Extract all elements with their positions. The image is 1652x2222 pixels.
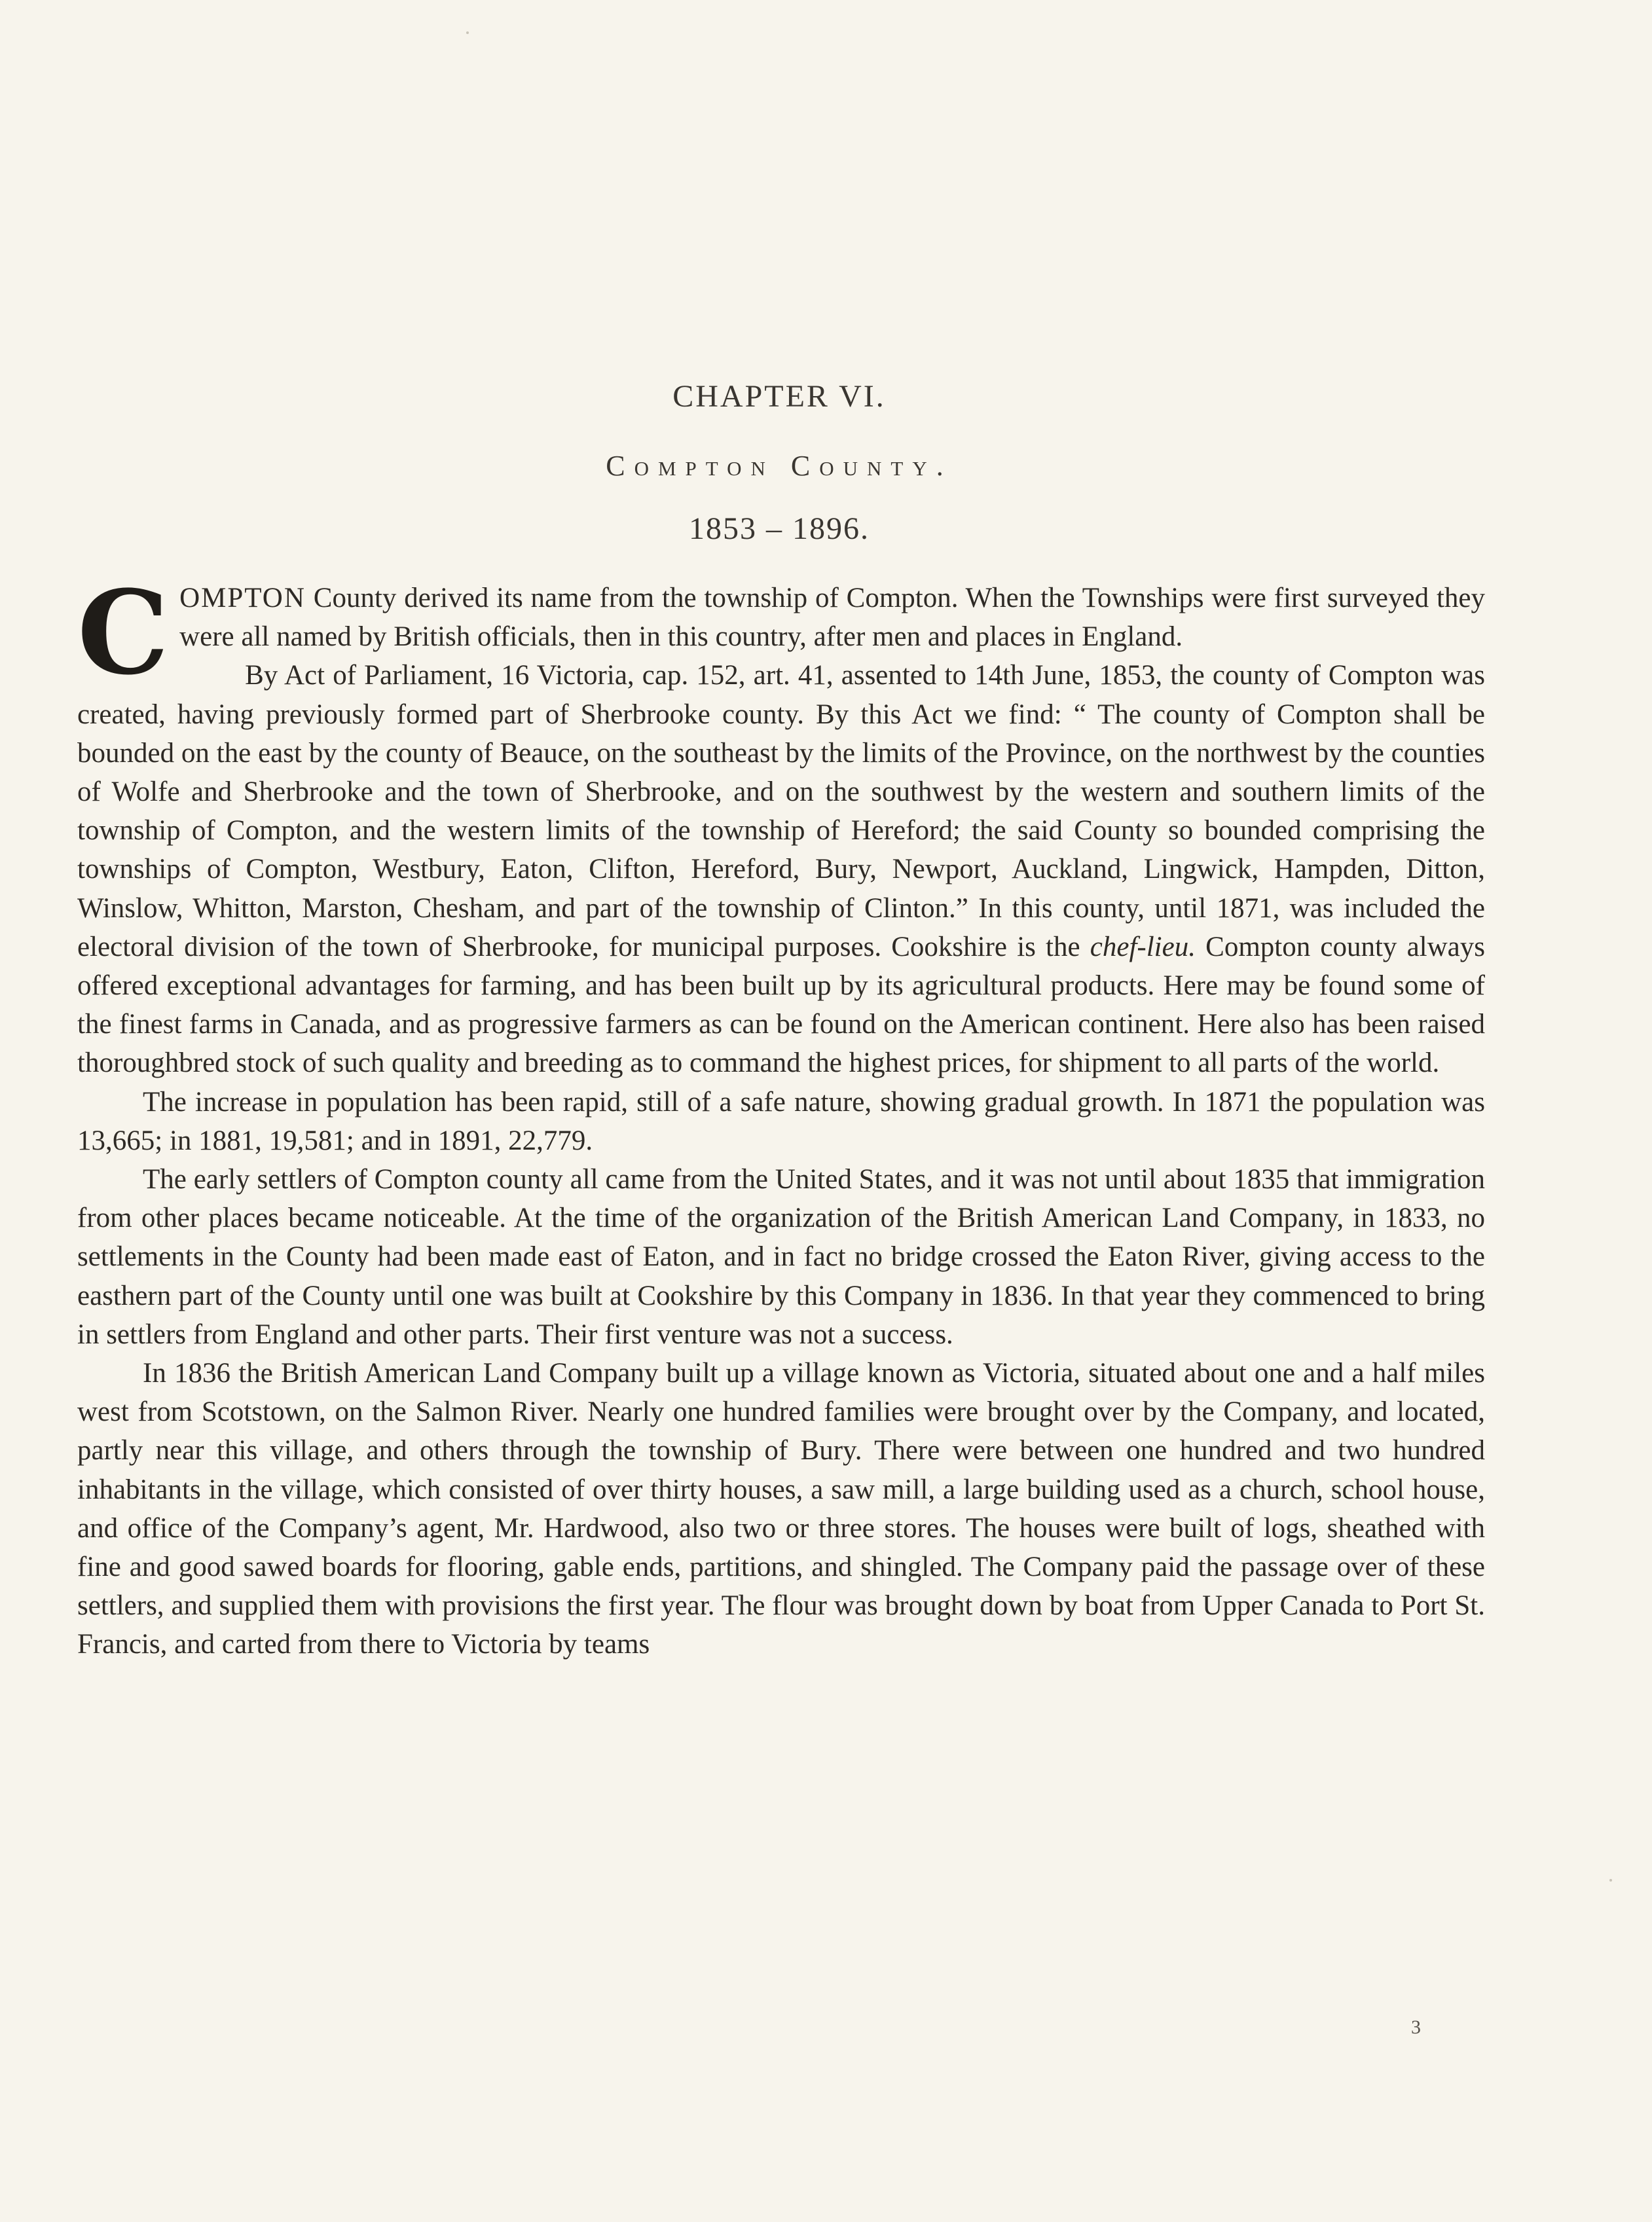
- paragraph-2: [77, 656, 1485, 1082]
- paragraph-1: [77, 565, 1485, 701]
- county-title: Compton County.: [606, 450, 953, 482]
- date-range: 1853 – 1896.: [689, 511, 870, 546]
- paragraph-4: The early settlers of Compton county all came from the United States, and it was not until about 1835 that immigration from other places became noticeable. At the time of the organization of the British American Land Company, in 1833, no settlements in the County had been made east of Eaton, and in fact no bridge crossed the Eaton River, giving access to the easthern part of the County until one was built at Cookshire by this Company in 1836. In that year they commenced to bring in settlers from England and other parts. Their first venture was not a success.: [77, 1164, 1485, 1350]
- opening-word: OMPTON: [179, 583, 306, 613]
- drop-cap: C: [77, 565, 170, 701]
- paragraph-3: The increase in population has been rapid, still of a safe nature, showing gradual growth. In 1871 the population was 13,665; in 1881, 19,581; and in 1891, 22,779.: [77, 1086, 1485, 1156]
- paragraph-1-text: County derived its name from the township of Compton. When the Townships were first surveyed they were all named by British officials, then in this country, after men and places in England.: [179, 583, 1485, 653]
- chef-lieu-term: chef-lieu.: [1090, 931, 1196, 962]
- chapter-body: [77, 565, 1486, 1664]
- page-speck: [466, 31, 469, 34]
- page-number: 3: [1411, 2016, 1421, 2038]
- paragraph-2-text: By Act of Parliament, 16 Victoria, cap. 152, art. 41, assented to 14th June, 1853, the county of Compton was created, having previously formed part of Sherbrooke county. By this Act we find: “ The county of Compton shall be bounded on the east by the county of Beauce, on the southeast by the limits of the Province, on the northwest by the counties of Wolfe and Sherbrooke and the town of Sherbrooke, and on the southwest by the western and southern limits of the township of Compton, and the western limits of the township of Hereford; the said County so bounded comprising the townships of Compton, Westbury, Eaton, Clifton, Hereford, Bury, Newport, Auckland, Lingwick, Hampden, Ditton, Winslow, Whitton, Marston, Chesham, and part of the township of Clinton.” In this county, until 1871, was included the electoral division of the town of Sherbrooke, for municipal purposes. Cookshire is the: [77, 660, 1485, 962]
- paragraph-2-text-continued: Compton county always offered exceptional advantages for farming, and has been built up by its agricultural products. Here may be found some of the finest farms in Canada, and as progressive farmers as can be found on the American continent. Here also has been raised thoroughbred stock of such quality and breeding as to command the highest prices, for shipment to all parts of the world.: [77, 931, 1486, 1079]
- page-speck: [1609, 1879, 1612, 1882]
- chapter-heading: CHAPTER VI.: [672, 379, 886, 414]
- paragraph-5: In 1836 the British American Land Company built up a village known as Victoria, situated about one and a half miles west from Scotstown, on the Salmon River. Nearly one hundred families were brought over by the Company, and located, partly near this village, and others through the township of Bury. There were between one hundred and two hundred inhabitants in the village, which consisted of over thirty houses, a saw mill, a large building used as a church, school house, and office of the Company’s agent, Mr. Hardwood, also two or three stores. The houses were built of logs, sheathed with fine and good sawed boards for flooring, gable ends, partitions, and shingled. The Company paid the passage over of these settlers, and supplied them with provisions the first year. The flour was brought down by boat from Upper Canada to Port St. Francis, and carted from there to Victoria by teams: [77, 1358, 1485, 1660]
